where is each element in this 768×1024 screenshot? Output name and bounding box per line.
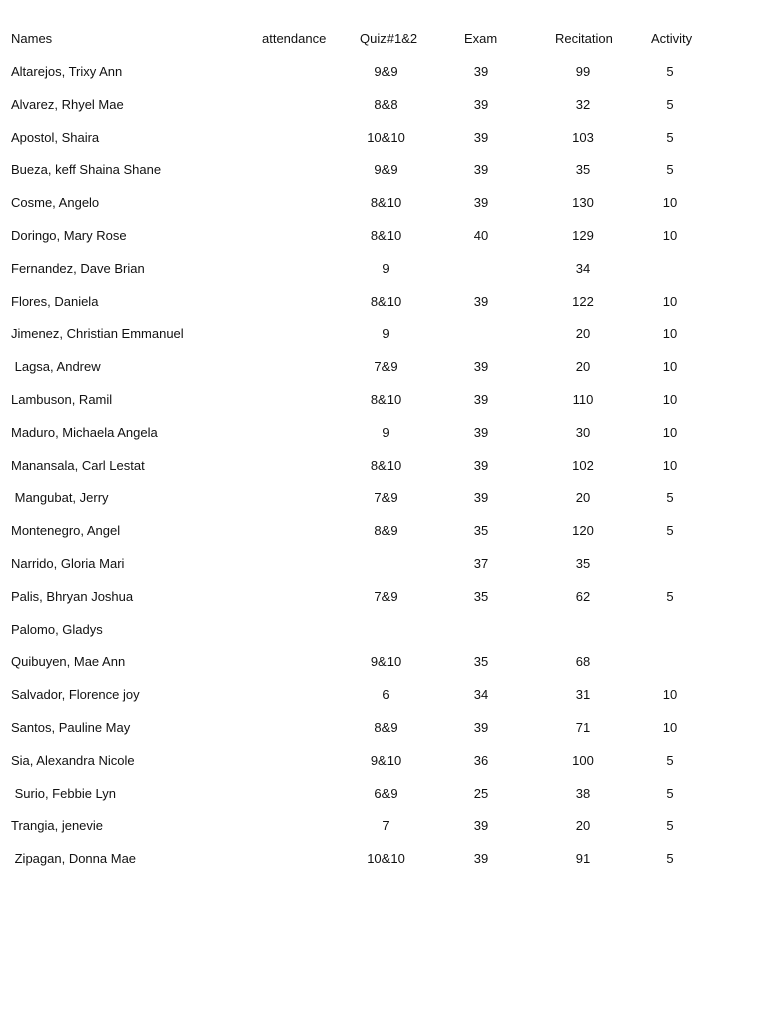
recitation-cell: 120 (572, 523, 594, 539)
recitation-cell: 20 (575, 326, 591, 342)
recitation-cell: 62 (575, 588, 591, 604)
quiz-cell: 9&10 (370, 752, 402, 768)
exam-cell: 39 (473, 851, 489, 867)
exam-cell: 39 (473, 392, 489, 407)
quiz-cell: 6&9 (374, 785, 398, 801)
student-name: Bueza, keff Shaina Shane (11, 162, 162, 178)
exam-cell: 35 (473, 654, 489, 670)
table-row (0, 227, 768, 247)
student-name: Santos, Pauline May (11, 720, 131, 735)
activity-cell: 5 (666, 96, 674, 112)
student-name: Doringo, Mary Rose (11, 228, 127, 243)
quiz-cell: 8&10 (370, 457, 402, 473)
table-row (0, 621, 768, 641)
activity-cell: 10 (662, 424, 678, 440)
activity-cell: 5 (666, 523, 674, 539)
exam-cell: 35 (473, 523, 489, 539)
quiz-cell: 9 (382, 424, 390, 440)
quiz-cell: 7&9 (374, 359, 398, 375)
exam-cell: 39 (473, 195, 489, 211)
student-name: Mangubat, Jerry (11, 490, 109, 506)
student-name: Montenegro, Angel (11, 523, 121, 539)
quiz-cell: 8&10 (370, 195, 402, 211)
header-activity: Activity (651, 31, 693, 46)
student-name: Apostol, Shaira (11, 129, 100, 145)
student-name: Palis, Bhryan Joshua (11, 588, 134, 604)
exam-cell: 39 (473, 720, 489, 735)
student-name: Zipagan, Donna Mae (11, 851, 137, 867)
recitation-cell: 20 (575, 818, 591, 834)
activity-cell: 5 (666, 162, 674, 178)
quiz-cell: 8&8 (374, 96, 398, 112)
exam-cell: 37 (473, 556, 489, 571)
quiz-cell: 9&9 (374, 162, 398, 178)
header-row (0, 30, 768, 50)
recitation-cell: 68 (575, 654, 591, 670)
header-recitation: Recitation (555, 31, 613, 46)
table-row (0, 555, 768, 575)
quiz-cell: 6 (382, 687, 390, 703)
table-row (0, 686, 768, 706)
recitation-cell: 38 (575, 785, 591, 801)
activity-cell: 5 (666, 818, 674, 834)
recitation-cell: 35 (575, 162, 591, 178)
quiz-cell: 9&10 (370, 654, 402, 670)
recitation-cell: 20 (575, 359, 591, 375)
table-row (0, 63, 768, 83)
activity-cell: 10 (662, 359, 678, 375)
exam-cell: 39 (473, 129, 489, 145)
header-exam: Exam (464, 31, 498, 46)
recitation-cell: 103 (572, 129, 594, 145)
exam-cell: 39 (473, 424, 489, 440)
header-quiz: Quiz#1&2 (360, 31, 418, 46)
exam-cell: 39 (473, 457, 489, 473)
table-row (0, 489, 768, 509)
table-row (0, 260, 768, 280)
activity-cell: 10 (662, 720, 678, 735)
recitation-cell: 20 (575, 490, 591, 506)
exam-cell: 39 (473, 96, 489, 112)
activity-cell: 5 (666, 851, 674, 867)
student-name: Cosme, Angelo (11, 195, 100, 211)
table-row (0, 391, 768, 411)
table-row (0, 653, 768, 673)
student-name: Lagsa, Andrew (11, 359, 101, 375)
student-name: Palomo, Gladys (11, 621, 103, 637)
student-name: Fernandez, Dave Brian (11, 260, 145, 276)
header-attendance: attendance (262, 31, 327, 46)
table-row (0, 96, 768, 116)
recitation-cell: 30 (575, 424, 591, 440)
recitation-cell: 35 (575, 556, 591, 571)
exam-cell: 25 (473, 785, 489, 801)
table-row (0, 194, 768, 214)
activity-cell: 5 (666, 785, 674, 801)
quiz-cell: 8&9 (374, 720, 398, 735)
table-row (0, 358, 768, 378)
student-name: Alvarez, Rhyel Mae (11, 96, 124, 112)
student-name: Altarejos, Trixy Ann (11, 64, 123, 79)
exam-cell: 40 (473, 228, 489, 243)
table-row (0, 325, 768, 345)
activity-cell: 10 (662, 228, 678, 243)
recitation-cell: 32 (575, 96, 591, 112)
activity-cell: 5 (666, 490, 674, 506)
student-name: Flores, Daniela (11, 293, 99, 309)
table-row (0, 129, 768, 149)
activity-cell: 10 (662, 392, 678, 407)
activity-cell: 5 (666, 129, 674, 145)
activity-cell: 10 (662, 457, 678, 473)
recitation-cell: 100 (572, 752, 594, 768)
quiz-cell: 8&10 (370, 293, 402, 309)
student-name: Trangia, jenevie (11, 818, 104, 834)
quiz-cell: 9&9 (374, 64, 398, 79)
table-row (0, 424, 768, 444)
table-row (0, 161, 768, 181)
table-row (0, 457, 768, 477)
quiz-cell: 10&10 (367, 851, 405, 867)
recitation-cell: 110 (572, 392, 594, 407)
table-row (0, 785, 768, 805)
exam-cell: 39 (473, 162, 489, 178)
recitation-cell: 34 (575, 260, 591, 276)
exam-cell: 36 (473, 752, 489, 768)
activity-cell: 10 (662, 293, 678, 309)
quiz-cell: 8&10 (370, 392, 402, 407)
quiz-cell: 7&9 (374, 490, 398, 506)
recitation-cell: 99 (575, 64, 591, 79)
exam-cell: 39 (473, 359, 489, 375)
quiz-cell: 7 (382, 818, 390, 834)
exam-cell: 35 (473, 588, 489, 604)
quiz-cell: 10&10 (367, 129, 405, 145)
table-row (0, 719, 768, 739)
student-name: Surio, Febbie Lyn (11, 785, 117, 801)
header-names: Names (11, 31, 53, 46)
recitation-cell: 91 (575, 851, 591, 867)
quiz-cell: 8&9 (374, 523, 398, 539)
recitation-cell: 31 (575, 687, 591, 703)
student-name: Jimenez, Christian Emmanuel (11, 326, 184, 342)
table-row (0, 817, 768, 837)
student-name: Sia, Alexandra Nicole (11, 752, 135, 768)
student-name: Quibuyen, Mae Ann (11, 654, 126, 670)
recitation-cell: 71 (575, 720, 591, 735)
student-name: Manansala, Carl Lestat (11, 457, 145, 473)
exam-cell: 39 (473, 293, 489, 309)
table-row (0, 522, 768, 542)
activity-cell: 5 (666, 64, 674, 79)
recitation-cell: 129 (572, 228, 594, 243)
activity-cell: 5 (666, 752, 674, 768)
activity-cell: 10 (662, 326, 678, 342)
quiz-cell: 9 (382, 260, 390, 276)
recitation-cell: 102 (572, 457, 594, 473)
student-name: Salvador, Florence joy (11, 687, 140, 703)
quiz-cell: 7&9 (374, 588, 398, 604)
exam-cell: 34 (473, 687, 489, 703)
table-row (0, 293, 768, 313)
recitation-cell: 130 (572, 195, 594, 211)
exam-cell: 39 (473, 490, 489, 506)
quiz-cell: 8&10 (370, 228, 402, 243)
student-name: Maduro, Michaela Angela (11, 424, 158, 440)
student-name: Lambuson, Ramil (11, 392, 113, 407)
activity-cell: 5 (666, 588, 674, 604)
quiz-cell: 9 (382, 326, 390, 342)
exam-cell: 39 (473, 818, 489, 834)
table-row (0, 850, 768, 870)
activity-cell: 10 (662, 195, 678, 211)
table-row (0, 588, 768, 608)
recitation-cell: 122 (572, 293, 594, 309)
table-row (0, 752, 768, 772)
exam-cell: 39 (473, 64, 489, 79)
activity-cell: 10 (662, 687, 678, 703)
student-name: Narrido, Gloria Mari (11, 556, 125, 571)
